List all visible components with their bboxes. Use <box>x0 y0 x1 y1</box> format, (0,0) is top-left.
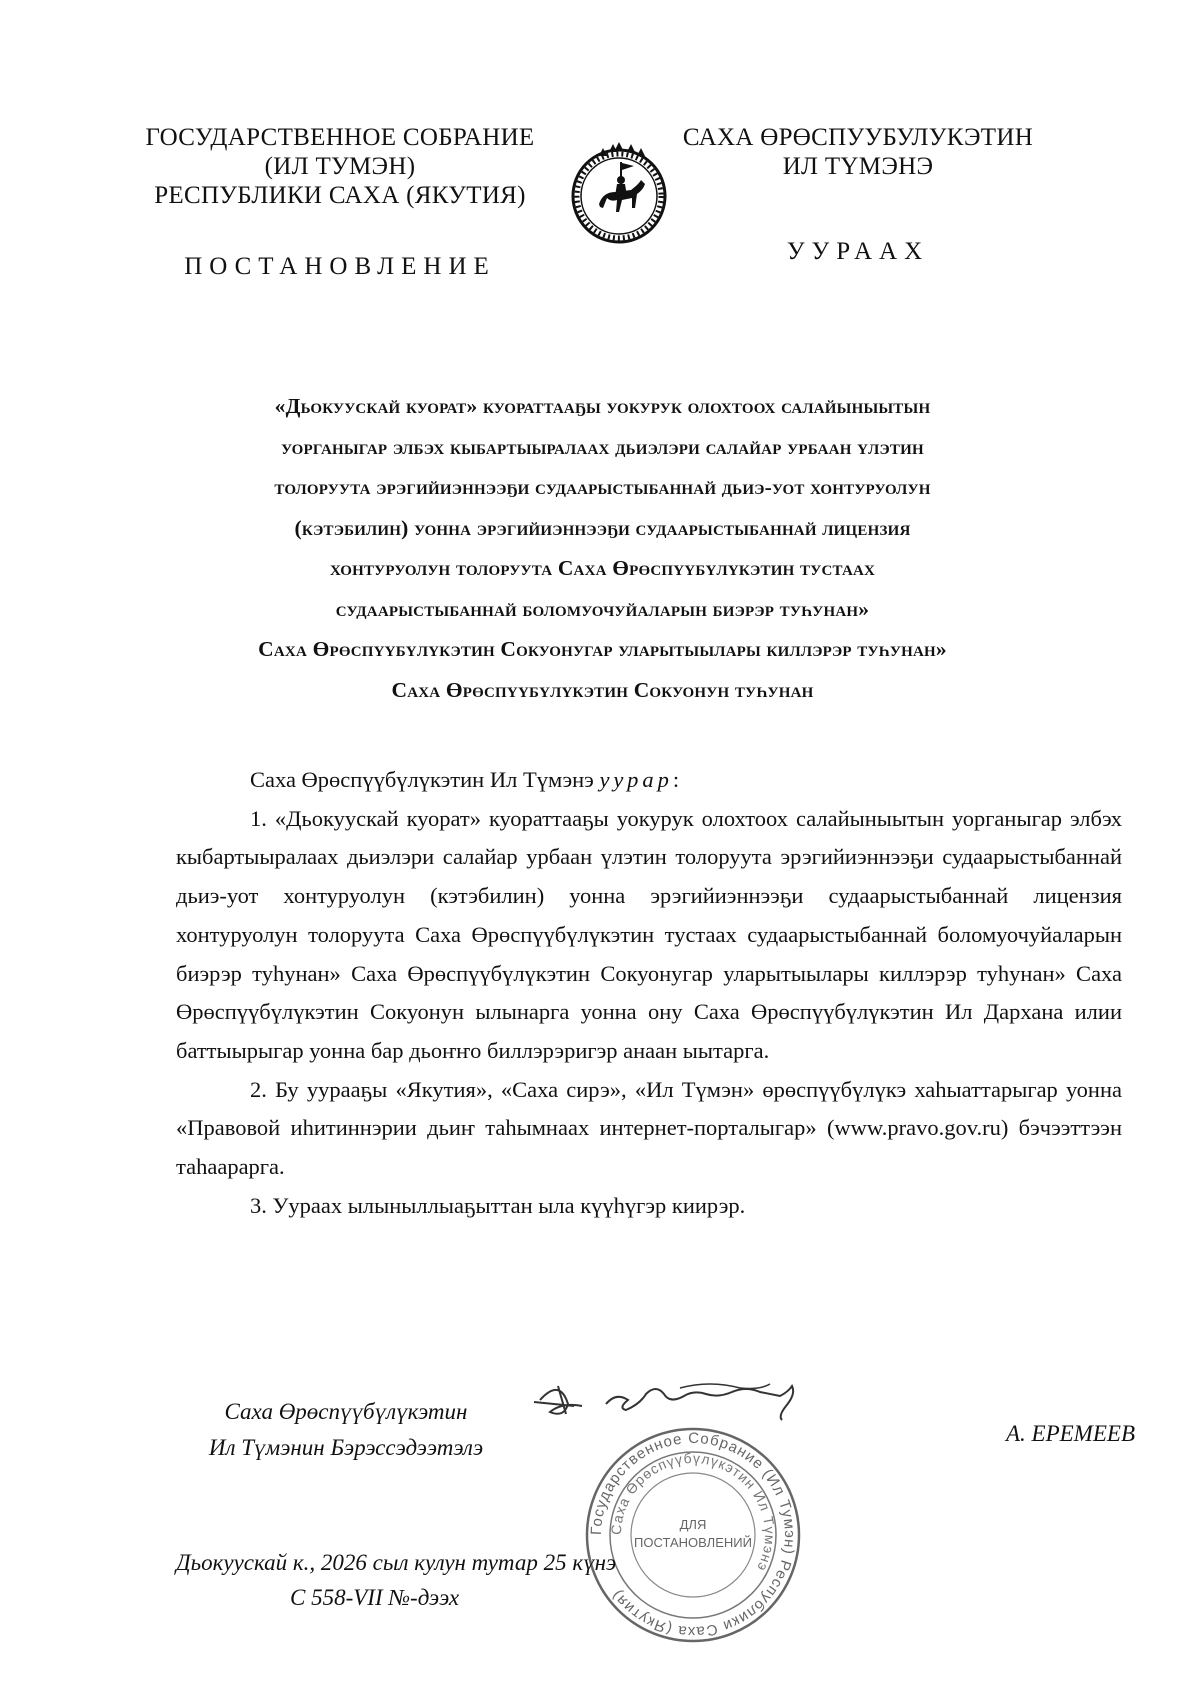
item-3: 3. Уураах ылыныллыаҕыттан ыла күүһүгэр киирэр. <box>250 1192 746 1218</box>
header-right-block <box>668 123 1048 266</box>
intro-paragraph <box>176 761 1122 800</box>
intro-text: Саха Өрөспүүбүлүкэтин Ил Түмэнэ <box>250 767 600 792</box>
doc-type-sakha: УУРААХ <box>786 238 930 265</box>
intro-emphasis: уурар <box>599 767 673 792</box>
title-line: хонтуруолун толоруута Саха Өрөспүүбүлүкэтин тустаах <box>329 556 876 580</box>
signatory-name: А. ЕРЕМЕЕВ <box>1005 1421 1135 1446</box>
place-date: Дьокуускай к., 2026 сыл кулун тутар 25 күнэ <box>176 1550 617 1575</box>
header-left-block <box>130 123 550 281</box>
intro-colon: : <box>672 767 680 792</box>
header-right-line1: САХА ӨРӨСПУУБУЛУКЭТИН <box>682 124 1034 151</box>
item-1: 1. «Дьокуускай куорат» куораттааҕы уокурук олохтоох салайыныытын уорганыгар элбэх кыбартыыралаах дьиэлэри салайар урбаан үлэтин толоруута эрэгийиэннээҕи судаарыстыбаннай дьиэ-уот хонтуруолун (кэтэбилин) уонна эрэгийиэннээҕи судаарыстыбаннай лицензия хонтуруолун толоруута Саха Өрөспүүбүлүкэтин тустаах судаарыстыбаннай боломуочуйаларын биэрэр туһунан» Саха Өрөспүүбүлүкэтин Сокуонугар уларытыылары киллэрэр туһунан» Саха Өрөспүүбүлүкэтин Сокуонун ылынарга уонна ону Саха Өрөспүүбүлүкэтин Ил Дархана илии баттыырыгар уонна бар дьоҥҥо биллэрэригэр анаан ыытарга. <box>176 805 1122 1063</box>
title-line: толоруута эрэгийиэннээҕи судаарыстыбаннай дьиэ-уот хонтуруолун <box>274 475 931 499</box>
document-title <box>150 386 1055 710</box>
title-line: уорганыгар элбэх кыбартыыралаах дьиэлэри салайар урбаан үлэтин <box>281 434 924 459</box>
signatory-title-line2: Ил Түмэнин Бэрэссэдээтэлэ <box>208 1435 484 1460</box>
item-2: 2. Бу уурааҕы «Якутия», «Саха сирэ», «Ил Түмэн» өрөспүүбүлүкэ хаһыаттарыгар уонна «Правовой иһитиннэрии дьиҥ таһымнаах интернет-порталыгар» (www.pravo.gov.ru) бэчээттээн таһаарарга. <box>176 1076 1122 1180</box>
title-line: судаарыстыбаннай боломуочуйаларын биэрэр туһунан» <box>335 596 870 621</box>
official-stamp <box>583 1425 803 1645</box>
sakha-coat-of-arms-icon <box>565 138 673 246</box>
signatory-title-line1: Саха Өрөспүүбүлүкэтин <box>224 1399 468 1424</box>
document-number: С 558-VII №-дээх <box>290 1585 460 1610</box>
header-left-line1: ГОСУДАРСТВЕННОЕ СОБРАНИЕ <box>145 124 535 151</box>
header-right-line2: ИЛ ТҮМЭНЭ <box>782 153 934 180</box>
header-left-line3: РЕСПУБЛИКИ САХА (ЯКУТИЯ) <box>154 182 526 209</box>
title-line: Саха Өрөспүүбүлүкэтин Сокуонун туһунан <box>391 677 814 702</box>
signatory-title <box>176 1394 516 1466</box>
document-body <box>176 761 1122 1225</box>
stamp-outer-text: Государственное Собрание (Ил Тумэн) Республики Саха (Якутия) <box>587 1429 799 1641</box>
stamp-center-line2: ПОСТАНОВЛЕНИЙ <box>634 1535 752 1550</box>
title-line: (кэтэбилин) уонна эрэгийиэннээҕи судаарыстыбаннай лицензия <box>294 515 911 540</box>
header-left-line2: (ИЛ ТУМЭН) <box>264 153 416 180</box>
stamp-center-line1: ДЛЯ <box>679 1517 707 1532</box>
title-line: «Дьокуускай куорат» куораттааҕы уокурук олохтоох салайыныытын <box>274 394 931 418</box>
doc-type-ru: ПОСТАНОВЛЕНИЕ <box>184 253 496 280</box>
stamp-inner-text: Саха Өрөспүүбүлүкэтин Ил Түмэнэ <box>607 1449 779 1575</box>
title-line: Саха Өрөспүүбүлүкэтин Сокуонугар уларытыылары киллэрэр туһунан» <box>258 637 947 661</box>
